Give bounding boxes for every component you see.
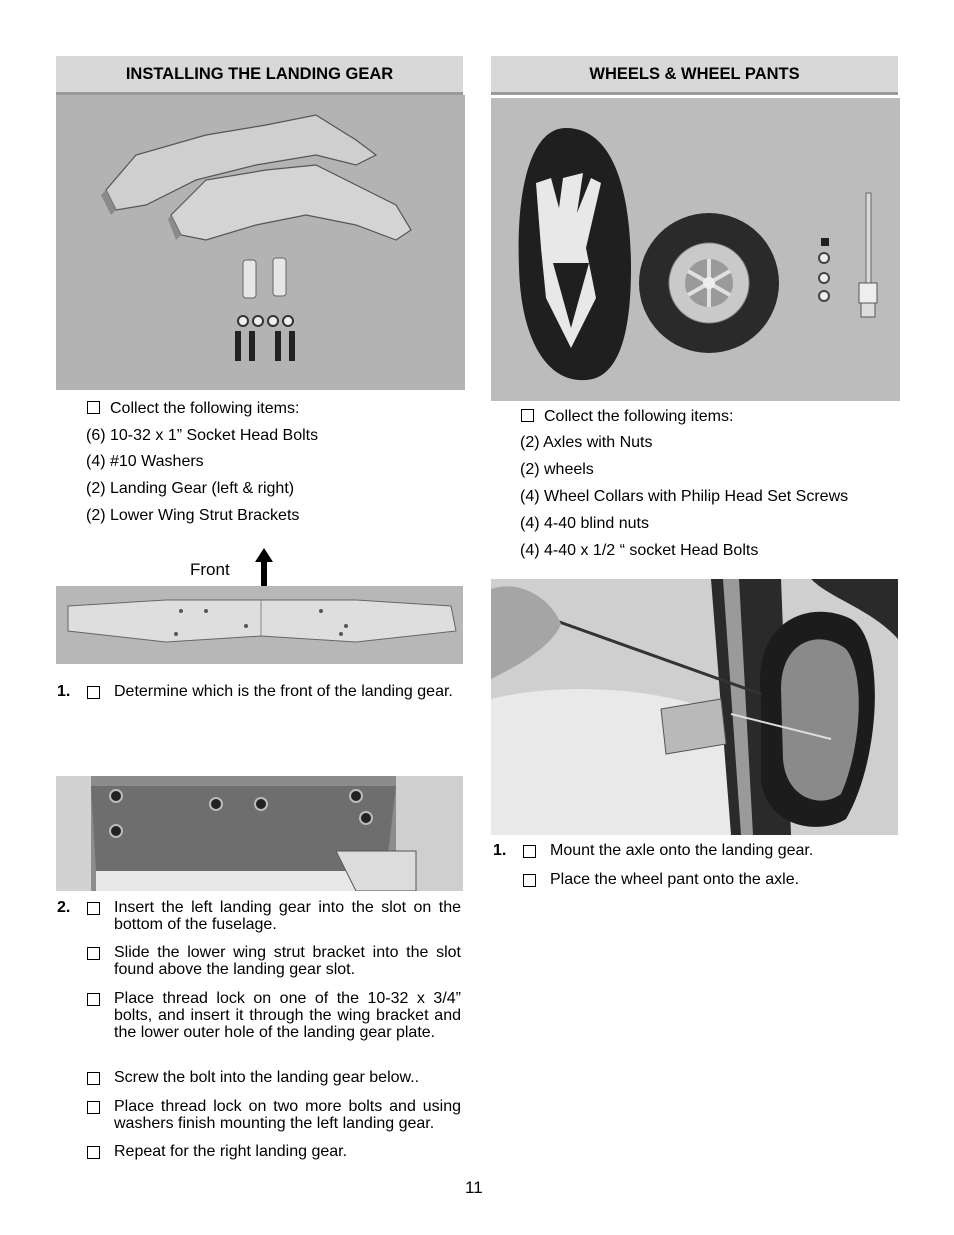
step-number: 1. xyxy=(57,683,71,700)
checkbox[interactable] xyxy=(87,947,100,960)
list-item: (4) Wheel Collars with Philip Head Set Screws xyxy=(520,488,849,505)
front-label: Front xyxy=(190,560,230,579)
landing-gear-parts-photo xyxy=(56,95,465,390)
checkbox[interactable] xyxy=(523,874,536,887)
right-step-1 xyxy=(493,842,898,860)
right-substep xyxy=(493,871,898,889)
checkbox[interactable] xyxy=(87,1146,100,1159)
collect-title: Collect the following items: xyxy=(544,408,734,425)
left-substep xyxy=(57,1098,461,1134)
left-step-2 xyxy=(57,899,461,935)
left-substep xyxy=(57,990,461,1060)
checkbox[interactable] xyxy=(87,902,100,915)
arrow-up-icon xyxy=(255,548,273,590)
page-number: 11 xyxy=(465,1178,483,1197)
checkbox[interactable] xyxy=(87,1101,100,1114)
step-text: Mount the axle onto the landing gear. xyxy=(550,842,814,859)
list-item: (2) wheels xyxy=(520,461,594,478)
step-text: Place thread lock on two more bolts and using washers finish mounting the left landing gear. xyxy=(114,1098,461,1132)
section-header-text: WHEELS & WHEEL PANTS xyxy=(589,64,800,83)
section-header-landing-gear xyxy=(56,56,463,95)
axle-mounting-photo xyxy=(491,579,898,835)
landing-gear-top-view-photo xyxy=(56,586,463,664)
list-item: (6) 10-32 x 1” Socket Head Bolts xyxy=(86,427,319,444)
list-item: (4) 4-40 x 1/2 “ socket Head Bolts xyxy=(520,542,759,559)
step-text: Screw the bolt into the landing gear below.. xyxy=(114,1069,420,1086)
step-text: Repeat for the right landing gear. xyxy=(114,1143,348,1160)
step-text: Place thread lock on one of the 10-32 x 3/4” bolts, and insert it through the wing bracket and the lower outer hole of the landing gear plate. xyxy=(114,990,461,1041)
fuselage-slot-photo xyxy=(56,776,463,891)
list-item: (4) 4-40 blind nuts xyxy=(520,515,649,532)
checkbox[interactable] xyxy=(87,686,100,699)
left-substep xyxy=(57,1143,461,1161)
step-text: Determine which is the front of the landing gear. xyxy=(114,683,453,700)
list-item: (2) Axles with Nuts xyxy=(520,434,653,451)
left-step-1 xyxy=(57,683,461,719)
collect-items-left xyxy=(87,400,299,418)
checkbox[interactable] xyxy=(87,1072,100,1085)
section-header-wheels xyxy=(491,56,898,95)
checkbox[interactable] xyxy=(87,401,100,414)
wheels-and-pants-photo xyxy=(491,98,900,401)
left-substep xyxy=(57,1069,461,1087)
step-text: Insert the left landing gear into the slot on the bottom of the fuselage. xyxy=(114,899,461,933)
step-text: Slide the lower wing strut bracket into the slot found above the landing gear slot. xyxy=(114,944,461,978)
collect-title: Collect the following items: xyxy=(110,400,300,417)
step-number: 2. xyxy=(57,899,71,916)
section-header-text: INSTALLING THE LANDING GEAR xyxy=(125,64,394,83)
checkbox[interactable] xyxy=(521,409,534,422)
step-text: Place the wheel pant onto the axle. xyxy=(550,871,800,888)
list-item: (2) Lower Wing Strut Brackets xyxy=(86,507,300,524)
list-item: (2) Landing Gear (left & right) xyxy=(86,480,295,497)
list-item: (4) #10 Washers xyxy=(86,453,204,470)
checkbox[interactable] xyxy=(87,993,100,1006)
left-substep xyxy=(57,944,461,980)
step-number: 1. xyxy=(493,842,507,859)
checkbox[interactable] xyxy=(523,845,536,858)
collect-items-right xyxy=(521,408,733,426)
